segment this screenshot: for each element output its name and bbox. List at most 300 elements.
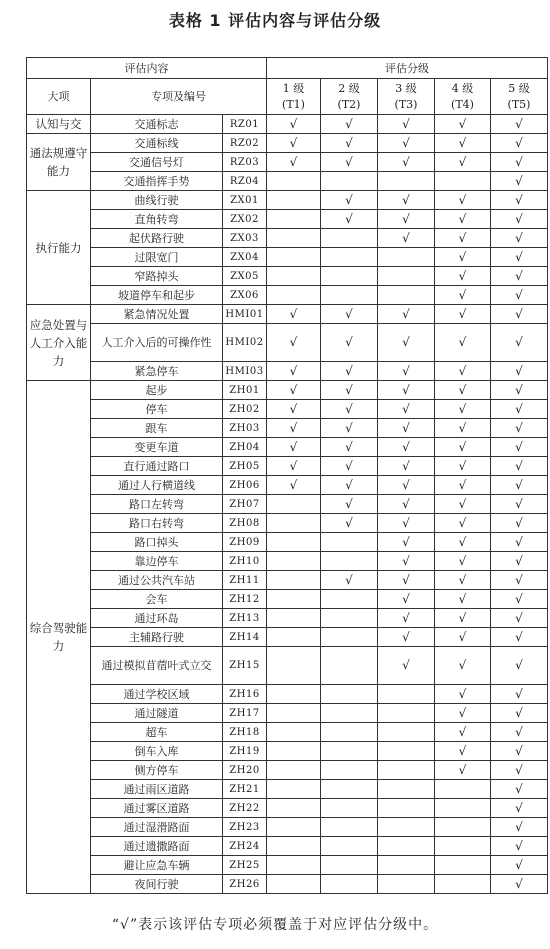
check-mark-icon: √ [515, 230, 523, 245]
category-cell: 通法规遵守能力 [27, 134, 91, 191]
check-mark-icon: √ [458, 363, 467, 378]
table-row [27, 400, 548, 419]
item-name-cell: 主辅路行驶 [91, 628, 223, 647]
check-mark-icon: √ [402, 496, 410, 511]
item-name-cell: 侧方停车 [91, 761, 223, 780]
item-name-cell: 交通标志 [91, 115, 223, 134]
level-5-cell [491, 362, 548, 381]
item-name-cell: 夜间行驶 [91, 875, 223, 894]
level-2-cell [321, 438, 378, 457]
check-mark-icon: √ [515, 686, 523, 701]
level-3-cell [378, 457, 435, 476]
table-row [27, 419, 548, 438]
level-4-cell [435, 362, 491, 381]
check-mark-icon: √ [458, 116, 467, 131]
check-mark-icon: √ [515, 211, 523, 226]
evaluation-table [26, 57, 548, 894]
level-1-cell [267, 153, 321, 172]
table-row [27, 362, 548, 381]
table-row [27, 153, 548, 172]
item-name-cell: 人工介入后的可操作性 [91, 324, 223, 362]
level-4-cell [435, 210, 491, 229]
category-cell: 综合驾驶能力 [27, 381, 91, 894]
item-name-cell: 变更车道 [91, 438, 223, 457]
item-code-cell: ZX05 [223, 267, 267, 286]
table-row [27, 191, 548, 210]
check-mark-icon: √ [345, 335, 353, 349]
table-row [27, 495, 548, 514]
check-mark-icon: √ [515, 173, 523, 188]
check-mark-icon: √ [289, 382, 298, 397]
check-mark-icon: √ [345, 211, 353, 226]
item-name-cell: 通过人行横道线 [91, 476, 223, 495]
item-code-cell: ZH21 [223, 780, 267, 799]
item-code-cell: ZH25 [223, 856, 267, 875]
table-row [27, 647, 548, 685]
level-5-cell [491, 856, 548, 875]
item-name-cell: 超车 [91, 723, 223, 742]
check-mark-icon: √ [289, 363, 298, 378]
level-1-cell [267, 476, 321, 495]
header-level-2: 2 级 (T2) [321, 79, 378, 115]
level-2-cell [321, 780, 378, 799]
item-name-cell: 通过学校区域 [91, 685, 223, 704]
check-mark-icon: √ [458, 743, 467, 758]
check-mark-icon: √ [345, 135, 353, 150]
level-5-cell [491, 476, 548, 495]
item-name-cell: 直行通过路口 [91, 457, 223, 476]
check-mark-icon: √ [289, 335, 298, 349]
item-name-cell: 交通信号灯 [91, 153, 223, 172]
check-mark-icon: √ [402, 135, 410, 150]
check-mark-icon: √ [515, 268, 523, 283]
level-2-cell [321, 495, 378, 514]
table-row [27, 457, 548, 476]
check-mark-icon: √ [402, 230, 410, 245]
table-row [27, 590, 548, 609]
check-mark-icon: √ [515, 876, 523, 891]
level-5-cell [491, 875, 548, 894]
level-2-cell [321, 419, 378, 438]
level-3-cell [378, 400, 435, 419]
check-mark-icon: √ [289, 458, 298, 473]
item-code-cell: RZ04 [223, 172, 267, 191]
check-mark-icon: √ [458, 553, 467, 568]
level-1-cell [267, 210, 321, 229]
check-mark-icon: √ [289, 154, 298, 169]
check-mark-icon: √ [515, 553, 523, 568]
item-code-cell: ZH13 [223, 609, 267, 628]
table-row [27, 248, 548, 267]
level-1-cell [267, 172, 321, 191]
level-5-cell [491, 704, 548, 723]
level-3-cell [378, 723, 435, 742]
item-name-cell: 避让应急车辆 [91, 856, 223, 875]
check-mark-icon: √ [458, 705, 467, 720]
level-2-cell [321, 115, 378, 134]
level-4-cell [435, 685, 491, 704]
level-3-cell [378, 875, 435, 894]
level-5-cell [491, 286, 548, 305]
level-4-cell [435, 704, 491, 723]
level-3-cell [378, 305, 435, 324]
table-row [27, 685, 548, 704]
level-2-cell [321, 514, 378, 533]
check-mark-icon: √ [515, 401, 523, 416]
item-name-cell: 通过雾区道路 [91, 799, 223, 818]
level-4-cell [435, 172, 491, 191]
level-4-cell [435, 571, 491, 590]
check-mark-icon: √ [515, 572, 523, 587]
level-2-cell [321, 362, 378, 381]
level-4-cell [435, 495, 491, 514]
table-body [27, 115, 548, 894]
check-mark-icon: √ [402, 335, 410, 349]
level-1-cell [267, 685, 321, 704]
check-mark-icon: √ [515, 363, 523, 378]
level-5-cell [491, 609, 548, 628]
item-name-cell: 会车 [91, 590, 223, 609]
check-mark-icon: √ [345, 116, 353, 131]
level-3-cell [378, 381, 435, 400]
item-name-cell: 通过湿滑路面 [91, 818, 223, 837]
level-1-cell [267, 590, 321, 609]
level-1-cell [267, 457, 321, 476]
level-2-cell [321, 191, 378, 210]
check-mark-icon: √ [515, 819, 523, 834]
item-code-cell: HMI01 [223, 305, 267, 324]
check-mark-icon: √ [515, 135, 523, 150]
header-row-columns [27, 79, 548, 115]
check-mark-icon: √ [402, 420, 410, 435]
level-3-cell [378, 742, 435, 761]
level-2-cell [321, 761, 378, 780]
check-mark-icon: √ [515, 477, 523, 492]
check-mark-icon: √ [458, 686, 467, 701]
category-cell: 认知与交 [27, 115, 91, 134]
level-2-cell [321, 552, 378, 571]
level-1-cell [267, 286, 321, 305]
level-4-cell [435, 780, 491, 799]
check-mark-icon: √ [515, 116, 523, 131]
level-5-cell [491, 552, 548, 571]
level-1-cell [267, 495, 321, 514]
item-name-cell: 通过遗撒路面 [91, 837, 223, 856]
check-mark-icon: √ [345, 439, 353, 454]
table-row [27, 552, 548, 571]
item-code-cell: ZH03 [223, 419, 267, 438]
level-1-cell [267, 552, 321, 571]
check-mark-icon: √ [345, 515, 353, 530]
level-1-cell [267, 647, 321, 685]
level-3-cell [378, 362, 435, 381]
check-mark-icon: √ [515, 154, 523, 169]
level-3-cell [378, 134, 435, 153]
check-mark-icon: √ [402, 553, 410, 568]
level-4-cell [435, 134, 491, 153]
check-mark-icon: √ [402, 458, 410, 473]
item-code-cell: ZX02 [223, 210, 267, 229]
table-row [27, 324, 548, 362]
level-4-cell [435, 267, 491, 286]
level-5-cell [491, 514, 548, 533]
check-mark-icon: √ [515, 420, 523, 435]
level-3-cell [378, 780, 435, 799]
check-mark-icon: √ [345, 477, 353, 492]
level-4-cell [435, 647, 491, 685]
level-2-cell [321, 590, 378, 609]
table-row [27, 571, 548, 590]
check-mark-icon: √ [515, 781, 523, 796]
level-4-cell [435, 761, 491, 780]
level-5-cell [491, 533, 548, 552]
table-row [27, 229, 548, 248]
level-4-cell [435, 514, 491, 533]
check-mark-icon: √ [345, 363, 353, 378]
level-3-cell [378, 685, 435, 704]
level-1-cell [267, 400, 321, 419]
check-mark-icon: √ [515, 658, 523, 672]
level-1-cell [267, 628, 321, 647]
level-3-cell [378, 628, 435, 647]
level-5-cell [491, 172, 548, 191]
header-grading-group: 评估分级 [267, 58, 548, 79]
check-mark-icon: √ [515, 534, 523, 549]
level-3-cell [378, 476, 435, 495]
check-mark-icon: √ [515, 724, 523, 739]
level-4-cell [435, 400, 491, 419]
level-2-cell [321, 229, 378, 248]
check-mark-icon: √ [458, 572, 467, 587]
table-row [27, 134, 548, 153]
level-4-cell [435, 305, 491, 324]
table-row [27, 381, 548, 400]
check-mark-icon: √ [345, 420, 353, 435]
level-1-cell [267, 191, 321, 210]
category-cell: 应急处置与人工介入能力 [27, 305, 91, 381]
check-mark-icon: √ [402, 363, 410, 378]
check-mark-icon: √ [289, 135, 298, 150]
check-mark-icon: √ [458, 335, 467, 349]
level-3-cell [378, 818, 435, 837]
table-row [27, 780, 548, 799]
level-4-cell [435, 552, 491, 571]
table-row [27, 476, 548, 495]
table-row [27, 856, 548, 875]
check-mark-icon: √ [515, 335, 523, 349]
item-name-cell: 紧急停车 [91, 362, 223, 381]
level-2-cell [321, 818, 378, 837]
item-name-cell: 过限宽门 [91, 248, 223, 267]
level-5-cell [491, 628, 548, 647]
level-1-cell [267, 704, 321, 723]
item-code-cell: ZH23 [223, 818, 267, 837]
level-1-cell [267, 229, 321, 248]
table-row [27, 723, 548, 742]
level-5-cell [491, 799, 548, 818]
level-3-cell [378, 210, 435, 229]
table-row [27, 438, 548, 457]
level-4-cell [435, 837, 491, 856]
level-4-cell [435, 115, 491, 134]
level-2-cell [321, 381, 378, 400]
check-mark-icon: √ [402, 658, 410, 672]
item-name-cell: 靠边停车 [91, 552, 223, 571]
level-5-cell [491, 818, 548, 837]
level-5-cell [491, 267, 548, 286]
level-2-cell [321, 875, 378, 894]
check-mark-icon: √ [289, 420, 298, 435]
check-mark-icon: √ [402, 382, 410, 397]
level-5-cell [491, 229, 548, 248]
check-mark-icon: √ [458, 401, 467, 416]
item-code-cell: ZX04 [223, 248, 267, 267]
item-code-cell: ZH09 [223, 533, 267, 552]
item-name-cell: 起步 [91, 381, 223, 400]
level-1-cell [267, 742, 321, 761]
level-3-cell [378, 191, 435, 210]
check-mark-icon: √ [458, 762, 467, 777]
level-4-cell [435, 248, 491, 267]
level-2-cell [321, 476, 378, 495]
table-row [27, 837, 548, 856]
item-code-cell: ZH24 [223, 837, 267, 856]
check-mark-icon: √ [515, 287, 523, 302]
check-mark-icon: √ [458, 724, 467, 739]
table-row [27, 628, 548, 647]
level-2-cell [321, 647, 378, 685]
item-name-cell: 倒车入库 [91, 742, 223, 761]
level-3-cell [378, 761, 435, 780]
level-3-cell [378, 552, 435, 571]
item-name-cell: 路口左转弯 [91, 495, 223, 514]
check-mark-icon: √ [458, 211, 467, 226]
level-3-cell [378, 704, 435, 723]
level-4-cell [435, 590, 491, 609]
item-name-cell: 跟车 [91, 419, 223, 438]
item-code-cell: ZH06 [223, 476, 267, 495]
item-code-cell: RZ02 [223, 134, 267, 153]
table-row [27, 609, 548, 628]
level-5-cell [491, 400, 548, 419]
item-code-cell: ZH10 [223, 552, 267, 571]
level-4-cell [435, 799, 491, 818]
level-2-cell [321, 457, 378, 476]
item-code-cell: ZH22 [223, 799, 267, 818]
item-code-cell: ZH16 [223, 685, 267, 704]
check-mark-icon: √ [289, 439, 298, 454]
level-2-cell [321, 305, 378, 324]
level-5-cell [491, 115, 548, 134]
item-code-cell: RZ01 [223, 115, 267, 134]
header-row-group [27, 58, 548, 79]
check-mark-icon: √ [515, 249, 523, 264]
level-1-cell [267, 818, 321, 837]
level-4-cell [435, 191, 491, 210]
item-name-cell: 交通指挥手势 [91, 172, 223, 191]
level-4-cell [435, 457, 491, 476]
table-row [27, 875, 548, 894]
level-3-cell [378, 419, 435, 438]
level-1-cell [267, 609, 321, 628]
level-5-cell [491, 495, 548, 514]
level-2-cell [321, 533, 378, 552]
check-mark-icon: √ [458, 287, 467, 302]
level-1-cell [267, 115, 321, 134]
table-row [27, 704, 548, 723]
item-name-cell: 通过环岛 [91, 609, 223, 628]
check-mark-icon: √ [402, 572, 410, 587]
item-code-cell: ZX06 [223, 286, 267, 305]
level-2-cell [321, 324, 378, 362]
table-row [27, 533, 548, 552]
item-name-cell: 交通标线 [91, 134, 223, 153]
level-4-cell [435, 723, 491, 742]
check-mark-icon: √ [402, 401, 410, 416]
level-1-cell [267, 875, 321, 894]
level-5-cell [491, 590, 548, 609]
level-5-cell [491, 457, 548, 476]
check-mark-icon: √ [402, 515, 410, 530]
table-row [27, 286, 548, 305]
item-name-cell: 起伏路行驶 [91, 229, 223, 248]
item-code-cell: ZH19 [223, 742, 267, 761]
check-mark-icon: √ [289, 306, 298, 321]
level-5-cell [491, 419, 548, 438]
check-mark-icon: √ [402, 591, 410, 606]
check-mark-icon: √ [458, 534, 467, 549]
level-1-cell [267, 533, 321, 552]
table-row [27, 267, 548, 286]
table-row [27, 818, 548, 837]
item-code-cell: RZ03 [223, 153, 267, 172]
level-5-cell [491, 248, 548, 267]
check-mark-icon: √ [345, 154, 353, 169]
item-code-cell: HMI02 [223, 324, 267, 362]
check-mark-icon: √ [458, 154, 467, 169]
level-2-cell [321, 286, 378, 305]
level-2-cell [321, 799, 378, 818]
check-mark-icon: √ [402, 534, 410, 549]
header-level-3: 3 级 (T3) [378, 79, 435, 115]
table-row [27, 761, 548, 780]
item-code-cell: ZH20 [223, 761, 267, 780]
check-mark-icon: √ [402, 116, 410, 131]
level-3-cell [378, 153, 435, 172]
level-5-cell [491, 381, 548, 400]
check-mark-icon: √ [515, 857, 523, 872]
level-2-cell [321, 856, 378, 875]
level-3-cell [378, 533, 435, 552]
level-3-cell [378, 267, 435, 286]
check-mark-icon: √ [458, 249, 467, 264]
category-cell: 执行能力 [27, 191, 91, 305]
level-5-cell [491, 571, 548, 590]
check-mark-icon: √ [289, 116, 298, 131]
check-mark-icon: √ [402, 211, 410, 226]
check-mark-icon: √ [458, 515, 467, 530]
level-1-cell [267, 780, 321, 799]
level-3-cell [378, 115, 435, 134]
level-2-cell [321, 837, 378, 856]
level-4-cell [435, 286, 491, 305]
level-5-cell [491, 153, 548, 172]
check-mark-icon: √ [515, 705, 523, 720]
item-code-cell: ZH17 [223, 704, 267, 723]
table-row [27, 172, 548, 191]
level-2-cell [321, 172, 378, 191]
check-mark-icon: √ [402, 439, 410, 454]
